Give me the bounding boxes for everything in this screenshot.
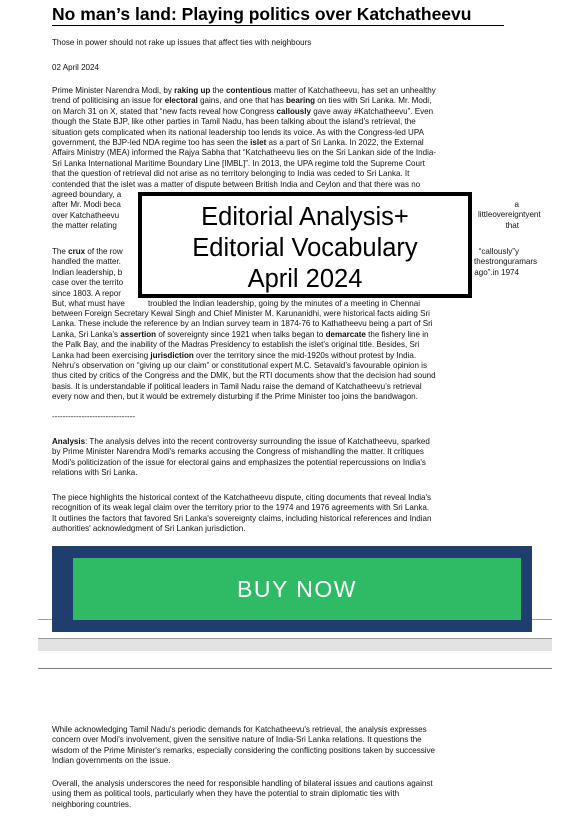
text-line: overeignty bbox=[492, 210, 530, 220]
editorial-analysis-banner bbox=[138, 192, 472, 298]
text-line: a little bbox=[478, 200, 519, 220]
banner-line-1: Editorial Analysis+ bbox=[201, 203, 409, 231]
banner-line-2: Editorial Vocabulary bbox=[192, 234, 418, 262]
vocabulary-word: raking up bbox=[174, 86, 211, 95]
analysis-paragraph-2 bbox=[52, 493, 519, 535]
text-line: handled the matter. bbox=[52, 257, 121, 267]
article-paragraph-2-right-fragments bbox=[474, 247, 538, 278]
vocabulary-word: callously bbox=[276, 106, 311, 116]
vocabulary-word: jurisdiction bbox=[150, 350, 194, 360]
text-line: The crux of the row bbox=[52, 247, 123, 256]
text-line: It outlines the factors that favored Sri Lanka's sovereignty claims, including historical references and Indian bbox=[52, 513, 432, 523]
separator-line-bottom bbox=[38, 668, 552, 669]
text-line: over Katchatheevu bbox=[52, 210, 120, 220]
text-line: that the question of retrieval did not arise as no territory belonging to India was ceded to Sri Lanka. It bbox=[52, 169, 410, 179]
text-line: recognition of its weak legal claim over the territory prior to the 1974 and 1976 agreements with Sri Lanka. bbox=[52, 503, 430, 513]
text-line: Lanka, Sri Lanka’s assertion of sovereignty since 1921 when talks began to demarcate the fishery line in bbox=[52, 329, 429, 339]
text-line: situation gets complicated when its national leadership too lends its voice. As with the Congress-led UPA bbox=[52, 127, 424, 137]
text-line: Nehru’s observation on “giving up our claim” or constitutional expert M.C. Setavald’s favourable opinion is bbox=[52, 361, 427, 371]
vocabulary-word: electoral bbox=[164, 96, 198, 106]
text-line: y the bbox=[474, 247, 519, 267]
text-line: contended that the islet was a matter of dispute between British India and Ceylon and that there was no bbox=[52, 179, 421, 189]
section-divider: ------------------------------- bbox=[52, 412, 136, 421]
text-line: uram bbox=[507, 257, 526, 267]
text-line: Affairs Ministry (MEA) informed the Rajya Sabha that “Katchatheevu lies on the Sri Lankan side of the India- bbox=[52, 148, 437, 158]
text-line: in 1974 bbox=[492, 267, 519, 277]
text-line: agreed boundary, a bbox=[52, 190, 122, 200]
buy-now-button[interactable]: BUY NOW bbox=[73, 558, 521, 620]
text-line: on March 31 on X, stated that “new facts reveal how Congress callously gave away #Katchatheevu”. Even bbox=[52, 106, 434, 116]
article-paragraph-1-right-fragments bbox=[478, 200, 541, 231]
text-line: Lanka had been exercising jurisdiction over the territory since the mid-1920s without protest by India. bbox=[52, 350, 417, 360]
separator-left-stub bbox=[38, 619, 52, 620]
separator-line-top bbox=[38, 638, 552, 639]
vocabulary-word: bearing bbox=[285, 96, 316, 106]
text-line: Indian leadership, b bbox=[52, 267, 123, 277]
text-line: Overall, the analysis underscores the need for responsible handling of bilateral issues and cautions against bbox=[52, 779, 433, 788]
analysis-paragraph-3 bbox=[52, 725, 519, 767]
text-line: concern over Modi's involvement, given the sensitive nature of India-Sri Lanka relations. It questions the bbox=[52, 735, 422, 745]
text-line: Analysis: The analysis delves into the recent controversy surrounding the issue of Katchatheevu, sparked bbox=[52, 437, 430, 446]
vocabulary-word: crux bbox=[68, 247, 86, 256]
grey-separator-band bbox=[38, 639, 552, 651]
text-line: relations with Sri Lanka. bbox=[52, 468, 138, 478]
text-line: using them as political tools, particularly when they have the potential to strain diplomatic ties with bbox=[52, 789, 400, 799]
text-line: Indian governments on the issue. bbox=[52, 756, 171, 766]
text-line: by Prime Minister Narendra Modi's remarks accusing the Congress of mishandling the matter. It critiques bbox=[52, 447, 424, 457]
text-line: Sri Lanka International Maritime Boundary Line [IMBL]”. In 2013, the UPA regime told the Supreme Court bbox=[52, 158, 425, 168]
text-line: wisdom of the Prime Minister's remarks, especially considering the conflicting positions taken by successive bbox=[52, 745, 436, 755]
vocabulary-word: contentious bbox=[225, 86, 272, 95]
article-date: 02 April 2024 bbox=[52, 63, 99, 72]
analysis-paragraph-1 bbox=[52, 437, 519, 479]
text-line: neighboring countries. bbox=[52, 799, 132, 809]
text-line: trend of politicising an issue for electoral gains, and one that has bearing on ties with Sri Lanka. Mr. Modi, bbox=[52, 96, 432, 106]
text-line: authorities' acknowledgment of Sri Lankan jurisdiction. bbox=[52, 524, 246, 534]
text-line: ars ago”. bbox=[474, 257, 538, 277]
text-line: While acknowledging Tamil Nadu's periodic demands for Katchatheevu's retrieval, the analysis expresses bbox=[52, 725, 427, 734]
text-line: Modi's politicization of the issue for electoral gains and emphasizes the potential repercussions on India's bbox=[52, 457, 426, 467]
article-paragraph-2-partial-line: troubled the Indian leadership, going by the minutes of a meeting in Chennai bbox=[148, 299, 420, 308]
text-line: But, what must have bbox=[52, 299, 125, 309]
text-line: Lanka. These include the reference by an Indian survey team in 1874-76 to Kathatheevu being a part of Sri bbox=[52, 319, 433, 329]
text-line: basis. It is understandable if political leaders in Tamil Nadu raise the demand of Katchatheevu’s retrieval bbox=[52, 381, 422, 391]
vocabulary-word: demarcate bbox=[325, 329, 366, 339]
text-line: “callously” bbox=[478, 247, 515, 256]
text-line: the matter relating bbox=[52, 221, 117, 231]
vocabulary-word: islet bbox=[250, 138, 267, 148]
text-line: after Mr. Modi beca bbox=[52, 200, 121, 210]
text-line: thus cited by critics of the Congress and the DMK, but the RTI documents show that the decision had sound bbox=[52, 371, 436, 381]
text-line: since 1803. A repor bbox=[52, 288, 121, 298]
text-line: the Palk Bay, and the inability of the Madras Presidency to establish the islet’s original title. Besides, Sri bbox=[52, 340, 420, 350]
text-line: strong bbox=[485, 257, 508, 267]
article-title: No man’s land: Playing politics over Katchatheevu bbox=[52, 3, 504, 26]
article-subtitle: Those in power should not rake up issues that affect ties with neighbours bbox=[52, 38, 312, 47]
banner-line-3: April 2024 bbox=[247, 265, 363, 293]
text-line: The piece highlights the historical context of the Katchatheevu dispute, citing documents that reveal India's bbox=[52, 493, 432, 502]
article-paragraph-2-continued bbox=[52, 309, 519, 403]
text-line: though the State BJP, like other parties in Tamil Nadu, has been talking about the island’s retrieval, the bbox=[52, 117, 416, 127]
text-line: every now and then, but it would be extremely disturbing if the Prime Minister too joins the bandwagon. bbox=[52, 392, 418, 402]
vocabulary-word: assertion bbox=[120, 329, 157, 339]
text-line: between Foreign Secretary Kewal Singh and Chief Minister M. Karunanidhi, were historical facts aiding Sri bbox=[52, 309, 430, 318]
analysis-paragraph-4 bbox=[52, 779, 519, 810]
text-line: Prime Minister Narendra Modi, by raking up the contentious matter of Katchatheevu, has set an unhealthy bbox=[52, 86, 436, 95]
text-line: government, the BJP-led NDA regime too has seen the islet as a part of Sri Lanka. In 2022, the External bbox=[52, 138, 424, 148]
text-line: case over the territo bbox=[52, 278, 124, 288]
analysis-label: Analysis bbox=[52, 437, 86, 446]
separator-right-stub bbox=[532, 619, 552, 620]
text-line: ent that bbox=[505, 210, 541, 230]
